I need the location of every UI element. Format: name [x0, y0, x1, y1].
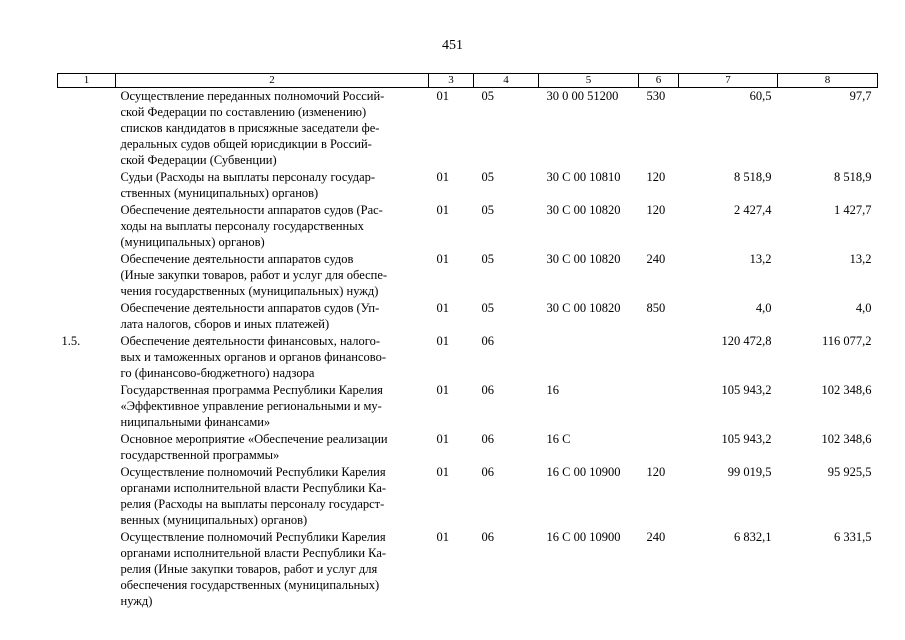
amount-year2-cell: 97,7	[849, 89, 872, 103]
amount-year1-cell: 8 518,9	[734, 170, 772, 184]
amount-year2-cell: 8 518,9	[834, 170, 872, 184]
description-line: релия (Иные закупки товаров, работ и услуг для	[120, 562, 378, 576]
column-header: 2	[116, 74, 429, 88]
row-number-cell	[58, 464, 116, 529]
expense-type-cell: 530	[646, 89, 666, 103]
table-row	[58, 382, 878, 431]
amount-year2-cell: 116 077,2	[821, 334, 872, 348]
description-line: государственной программы»	[120, 448, 280, 462]
expense-type-cell: 120	[646, 465, 666, 479]
target-article-cell	[539, 333, 639, 382]
row-description-cell	[116, 431, 429, 464]
description-line: го (финансово-бюджетного) надзора	[120, 366, 315, 380]
row-description-cell	[116, 169, 429, 202]
subsection-code-cell: 05	[481, 170, 494, 184]
column-header: 7	[679, 74, 778, 88]
row-number-cell	[58, 202, 116, 251]
expense-type-cell: 240	[646, 530, 666, 544]
section-code-cell: 01	[436, 89, 449, 103]
description-line: Обеспечение деятельности финансовых, налого-	[120, 334, 381, 348]
description-line: венных (муниципальных) органов)	[120, 513, 308, 527]
amount-year2-cell: 102 348,6	[821, 383, 872, 397]
expense-type-cell	[639, 431, 679, 464]
section-code-cell: 01	[436, 383, 449, 397]
table-row	[58, 431, 878, 464]
row-description-cell	[116, 88, 429, 170]
amount-year1-cell: 99 019,5	[727, 465, 772, 479]
description-line: Осуществление переданных полномочий Россий-	[120, 89, 385, 103]
description-line: Государственная программа Республики Карелия	[120, 383, 383, 397]
expense-type-cell: 120	[646, 170, 666, 184]
target-article-cell: 16	[546, 383, 559, 397]
amount-year1-cell: 105 943,2	[721, 432, 772, 446]
description-line: ственных (муниципальных) органов)	[120, 186, 319, 200]
amount-year1-cell: 120 472,8	[721, 334, 772, 348]
row-number-cell	[58, 169, 116, 202]
table-row	[58, 169, 878, 202]
column-header: 1	[58, 74, 116, 88]
description-line: Осуществление полномочий Республики Карелия	[120, 465, 386, 479]
description-line: деральных судов общей юрисдикции в Россий-	[120, 137, 372, 151]
expense-type-cell: 240	[646, 252, 666, 266]
description-line: Обеспечение деятельности аппаратов судов (Рас-	[120, 203, 383, 217]
description-line: Осуществление полномочий Республики Карелия	[120, 530, 386, 544]
column-header: 4	[474, 74, 539, 88]
expense-type-cell: 120	[646, 203, 666, 217]
target-article-cell: 30 С 00 10820	[546, 301, 621, 315]
amount-year1-cell: 13,2	[749, 252, 772, 266]
column-header: 6	[639, 74, 679, 88]
row-number-cell: 1.5.	[61, 334, 81, 348]
amount-year1-cell: 2 427,4	[734, 203, 772, 217]
description-line: Обеспечение деятельности аппаратов судов	[120, 252, 354, 266]
description-line: органами исполнительной власти Республики Ка-	[120, 546, 387, 560]
table-row	[58, 88, 878, 170]
row-description-cell	[116, 300, 429, 333]
column-header: 3	[429, 74, 474, 88]
row-number-cell	[58, 382, 116, 431]
description-line: Обеспечение деятельности аппаратов судов (Уп-	[120, 301, 380, 315]
row-description-cell	[116, 464, 429, 529]
section-code-cell: 01	[436, 465, 449, 479]
description-line: ской Федерации по составлению (изменению)	[120, 105, 367, 119]
expense-type-cell	[639, 382, 679, 431]
target-article-cell: 30 0 00 51200	[546, 89, 619, 103]
row-number-cell	[58, 529, 116, 610]
amount-year2-cell: 4,0	[855, 301, 872, 315]
column-header: 8	[778, 74, 878, 88]
expense-type-cell: 850	[646, 301, 666, 315]
row-description-cell	[116, 202, 429, 251]
table-row	[58, 529, 878, 610]
section-code-cell: 01	[436, 432, 449, 446]
row-number-cell	[58, 251, 116, 300]
description-line: «Эффективное управление региональными и му-	[120, 399, 382, 413]
row-description-cell	[116, 333, 429, 382]
amount-year2-cell: 1 427,7	[834, 203, 872, 217]
row-number-cell	[58, 300, 116, 333]
page-number: 451	[442, 38, 463, 53]
subsection-code-cell: 06	[481, 530, 494, 544]
row-description-cell	[116, 529, 429, 610]
subsection-code-cell: 06	[481, 465, 494, 479]
subsection-code-cell: 06	[481, 334, 494, 348]
row-number-cell	[58, 88, 116, 170]
subsection-code-cell: 05	[481, 301, 494, 315]
section-code-cell: 01	[436, 203, 449, 217]
description-line: Основное мероприятие «Обеспечение реализации	[120, 432, 388, 446]
description-line: вых и таможенных органов и органов финансово-	[120, 350, 387, 364]
description-line: Судьи (Расходы на выплаты персоналу государ-	[120, 170, 376, 184]
subsection-code-cell: 06	[481, 383, 494, 397]
description-line: релия (Расходы на выплаты персоналу государст-	[120, 497, 385, 511]
subsection-code-cell: 06	[481, 432, 494, 446]
target-article-cell: 16 С 00 10900	[546, 465, 621, 479]
description-line: ниципальными финансами»	[120, 415, 271, 429]
section-code-cell: 01	[436, 334, 449, 348]
target-article-cell: 30 С 00 10820	[546, 203, 621, 217]
description-line: органами исполнительной власти Республики Ка-	[120, 481, 387, 495]
row-number-cell	[58, 431, 116, 464]
section-code-cell: 01	[436, 530, 449, 544]
description-line: чения государственных (муниципальных) нужд)	[120, 284, 379, 298]
amount-year1-cell: 60,5	[749, 89, 772, 103]
description-line: ской Федерации (Субвенции)	[120, 153, 277, 167]
section-code-cell: 01	[436, 170, 449, 184]
column-header: 5	[539, 74, 639, 88]
table-row	[58, 251, 878, 300]
target-article-cell: 30 С 00 10820	[546, 252, 621, 266]
table-row	[58, 333, 878, 382]
target-article-cell: 16 С 00 10900	[546, 530, 621, 544]
target-article-cell: 30 С 00 10810	[546, 170, 621, 184]
amount-year1-cell: 105 943,2	[721, 383, 772, 397]
target-article-cell: 16 С	[546, 432, 571, 446]
subsection-code-cell: 05	[481, 203, 494, 217]
section-code-cell: 01	[436, 301, 449, 315]
row-description-cell	[116, 251, 429, 300]
amount-year2-cell: 13,2	[849, 252, 872, 266]
budget-table	[57, 73, 878, 610]
description-line: (Иные закупки товаров, работ и услуг для обеспе-	[120, 268, 388, 282]
amount-year1-cell: 4,0	[755, 301, 772, 315]
description-line: списков кандидатов в присяжные заседатели фе-	[120, 121, 380, 135]
description-line: нужд)	[120, 594, 153, 608]
description-line: ходы на выплаты персоналу государственных	[120, 219, 364, 233]
subsection-code-cell: 05	[481, 252, 494, 266]
description-line: лата налогов, сборов и иных платежей)	[120, 317, 330, 331]
table-header-row	[58, 74, 878, 88]
table-row	[58, 300, 878, 333]
amount-year2-cell: 6 331,5	[834, 530, 872, 544]
expense-type-cell	[639, 333, 679, 382]
row-description-cell	[116, 382, 429, 431]
section-code-cell: 01	[436, 252, 449, 266]
amount-year2-cell: 95 925,5	[827, 465, 872, 479]
subsection-code-cell: 05	[481, 89, 494, 103]
amount-year1-cell: 6 832,1	[734, 530, 772, 544]
description-line: (муниципальных) органов)	[120, 235, 265, 249]
table-row	[58, 202, 878, 251]
amount-year2-cell: 102 348,6	[821, 432, 872, 446]
description-line: обеспечения государственных (муниципальных)	[120, 578, 380, 592]
table-row	[58, 464, 878, 529]
